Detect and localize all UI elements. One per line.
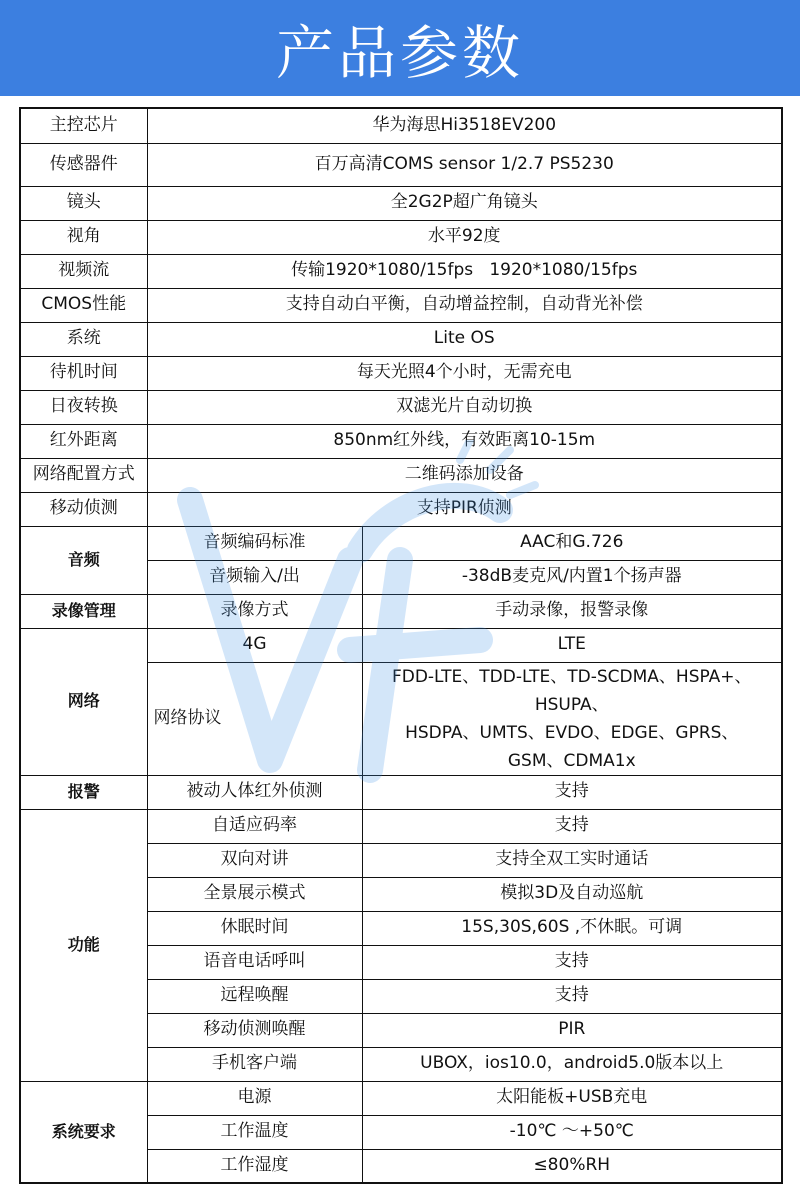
- spec-label: 网络配置方式: [20, 458, 147, 492]
- protocol-line: GSM、CDMA1x: [507, 750, 636, 771]
- protocol-line: HSUPA、: [534, 694, 609, 715]
- spec-value: 850nm红外线，有效距离10-15m: [147, 424, 782, 458]
- spec-value: 支持: [362, 775, 782, 809]
- spec-label: 主控芯片: [20, 108, 147, 143]
- spec-label: CMOS性能: [20, 288, 147, 322]
- spec-label: 全景展示模式: [147, 877, 362, 911]
- spec-label: 双向对讲: [147, 843, 362, 877]
- spec-label: 自适应码率: [147, 809, 362, 843]
- group-label-alarm: 报警: [20, 775, 147, 809]
- spec-label: 录像方式: [147, 594, 362, 628]
- spec-value: 全2G2P超广角镜头: [147, 186, 782, 220]
- table-row: [20, 356, 782, 390]
- spec-label: 被动人体红外侦测: [147, 775, 362, 809]
- spec-label: 手机客户端: [147, 1047, 362, 1081]
- table-row: [20, 424, 782, 458]
- spec-value: 15S,30S,60S ,不休眠。可调: [362, 911, 782, 945]
- spec-value: 模拟3D及自动巡航: [362, 877, 782, 911]
- spec-value: 双滤光片自动切换: [147, 390, 782, 424]
- spec-value: 支持自动白平衡，自动增益控制，自动背光补偿: [147, 288, 782, 322]
- spec-value: 水平92度: [147, 220, 782, 254]
- table-row: [20, 390, 782, 424]
- table-row: [20, 628, 782, 662]
- spec-label: 待机时间: [20, 356, 147, 390]
- spec-label: 移动侦测: [20, 492, 147, 526]
- spec-label: 4G: [147, 628, 362, 662]
- table-row: [20, 288, 782, 322]
- table-row: [20, 809, 782, 843]
- page-title: 产品参数: [275, 19, 524, 87]
- title-banner: [0, 0, 800, 96]
- spec-value: 支持: [362, 809, 782, 843]
- table-row: [20, 254, 782, 288]
- spec-value: PIR: [362, 1013, 782, 1047]
- spec-label: 传感器件: [20, 143, 147, 186]
- spec-label: 移动侦测唤醒: [147, 1013, 362, 1047]
- table-row: [20, 775, 782, 809]
- network-protocols: [362, 662, 782, 775]
- table-row: [20, 1081, 782, 1115]
- spec-table: [19, 107, 783, 1184]
- spec-label: 休眠时间: [147, 911, 362, 945]
- spec-value: 支持PIR侦测: [147, 492, 782, 526]
- spec-value: 支持: [362, 979, 782, 1013]
- spec-value: Lite OS: [147, 322, 782, 356]
- spec-label: 网络协议: [147, 662, 362, 775]
- spec-value: AAC和G.726: [362, 526, 782, 560]
- spec-value: 华为海思Hi3518EV200: [147, 108, 782, 143]
- group-label-system-req: 系统要求: [20, 1081, 147, 1183]
- table-row: [20, 526, 782, 560]
- spec-label: 电源: [147, 1081, 362, 1115]
- spec-label: 工作湿度: [147, 1149, 362, 1183]
- spec-label: 工作温度: [147, 1115, 362, 1149]
- spec-value: ≤80%RH: [362, 1149, 782, 1183]
- spec-label: 视频流: [20, 254, 147, 288]
- spec-value: -10℃ ～+50℃: [362, 1115, 782, 1149]
- spec-value: 每天光照4个小时，无需充电: [147, 356, 782, 390]
- spec-label: 镜头: [20, 186, 147, 220]
- spec-label: 红外距离: [20, 424, 147, 458]
- spec-label: 音频输入/出: [147, 560, 362, 594]
- group-label-audio: 音频: [20, 526, 147, 594]
- spec-value: 传输1920*1080/15fps 1920*1080/15fps: [147, 254, 782, 288]
- protocol-line: HSDPA、UMTS、EVDO、EDGE、GPRS、: [405, 722, 739, 743]
- spec-label: 系统: [20, 322, 147, 356]
- group-label-functions: 功能: [20, 809, 147, 1081]
- group-label-network: 网络: [20, 628, 147, 775]
- spec-label: 语音电话呼叫: [147, 945, 362, 979]
- spec-label: 日夜转换: [20, 390, 147, 424]
- spec-value: UBOX，ios10.0，android5.0版本以上: [362, 1047, 782, 1081]
- spec-value: 支持全双工实时通话: [362, 843, 782, 877]
- table-row: [20, 143, 782, 186]
- table-row: [20, 186, 782, 220]
- table-row: [20, 594, 782, 628]
- table-row: [20, 220, 782, 254]
- spec-value: 手动录像，报警录像: [362, 594, 782, 628]
- spec-value: 百万高清COMS sensor 1/2.7 PS5230: [147, 143, 782, 186]
- spec-label: 远程唤醒: [147, 979, 362, 1013]
- spec-value: -38dB麦克风/内置1个扬声器: [362, 560, 782, 594]
- table-row: [20, 458, 782, 492]
- spec-value: 太阳能板+USB充电: [362, 1081, 782, 1115]
- spec-value: 二维码添加设备: [147, 458, 782, 492]
- table-row: [20, 322, 782, 356]
- protocol-line: FDD-LTE、TDD-LTE、TD-SCDMA、HSPA+、: [391, 666, 752, 687]
- spec-value: 支持: [362, 945, 782, 979]
- table-row: [20, 108, 782, 143]
- spec-label: 音频编码标准: [147, 526, 362, 560]
- table-row: [20, 492, 782, 526]
- spec-label: 视角: [20, 220, 147, 254]
- spec-value: LTE: [362, 628, 782, 662]
- group-label-recording: 录像管理: [20, 594, 147, 628]
